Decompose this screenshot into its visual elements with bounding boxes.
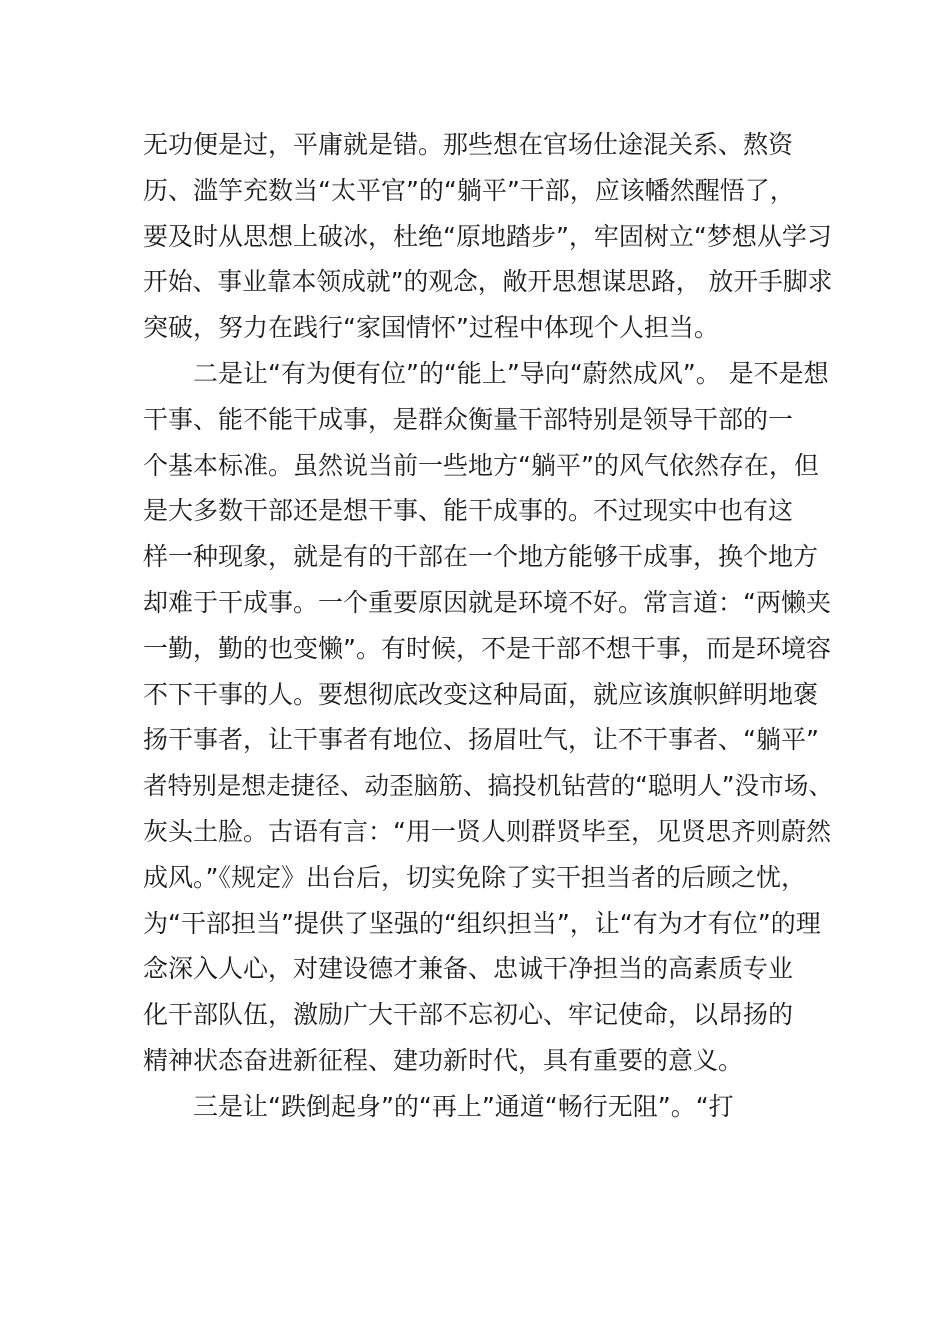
text-line-3: 要及时从思想上破冰，杜绝“原地踏步”，牢固树立“梦想从学习 bbox=[143, 221, 832, 251]
text-line-15: 者特别是想走捷径、动歪脑筋、搞投机钻营的“聪明人”没市场、 bbox=[143, 771, 833, 801]
text-line-17: 成风。”《规定》出台后，切实免除了实干担当者的后顾之忧， bbox=[143, 862, 806, 892]
text-line-2: 历、滥竽充数当“太平官”的“躺平”干部，应该幡然醒悟了， bbox=[143, 175, 795, 205]
text-line-4: 开始、事业靠本领成就”的观念，敞开思想谋思路， 放开手脚求 bbox=[143, 267, 833, 297]
text-line-8: 个基本标准。虽然说当前一些地方“躺平”的风气依然存在，但 bbox=[143, 450, 819, 480]
text-line-1: 无功便是过，平庸就是错。那些想在官场仕途混关系、熬资 bbox=[143, 130, 794, 159]
text-line-20: 化干部队伍，激励广大干部不忘初心、牢记使命，以昂扬的 bbox=[143, 1000, 794, 1030]
text-line-21: 精神状态奋进新征程、建功新时代，具有重要的意义。 bbox=[143, 1045, 744, 1075]
text-line-11: 却难于干成事。一个重要原因就是环境不好。常言道：“两懒夹 bbox=[143, 587, 831, 617]
text-line-12: 一勤，勤的也变懒”。有时候，不是干部不想干事，而是环境容 bbox=[143, 633, 831, 663]
text-line-19: 念深入人心，对建设德才兼备、忠诚干净担当的高素质专业 bbox=[143, 954, 794, 984]
paragraph-two-start: 二是让“有为便有位”的“能上”导向“蔚然成风”。 是不是想 bbox=[193, 358, 829, 388]
text-line-7: 干事、能不能干成事，是群众衡量干部特别是领导干部的一 bbox=[143, 404, 794, 434]
paragraph-three-start: 三是让“跌倒起身”的“再上”通道“畅行无阻”。“打 bbox=[193, 1091, 734, 1121]
text-line-18: 为“干部担当”提供了坚强的“组织担当”，让“有为才有位”的理 bbox=[143, 908, 821, 938]
text-line-16: 灰头土脸。古语有言：“用一贤人则群贤毕至，见贤思齐则蔚然 bbox=[143, 816, 831, 846]
text-line-14: 扬干事者，让干事者有地位、扬眉吐气，让不干事者、“躺平” bbox=[143, 725, 819, 755]
body-text bbox=[143, 122, 833, 1130]
text-line-5: 突破，努力在践行“家国情怀”过程中体现个人担当。 bbox=[143, 313, 719, 343]
text-line-10: 样一种现象，就是有的干部在一个地方能够干成事，换个地方 bbox=[143, 542, 819, 572]
text-line-9: 是大多数干部还是想干事、能干成事的。不过现实中也有这 bbox=[143, 496, 794, 526]
text-line-13: 不下干事的人。要想彻底改变这种局面，就应该旗帜鲜明地褒 bbox=[143, 679, 819, 709]
